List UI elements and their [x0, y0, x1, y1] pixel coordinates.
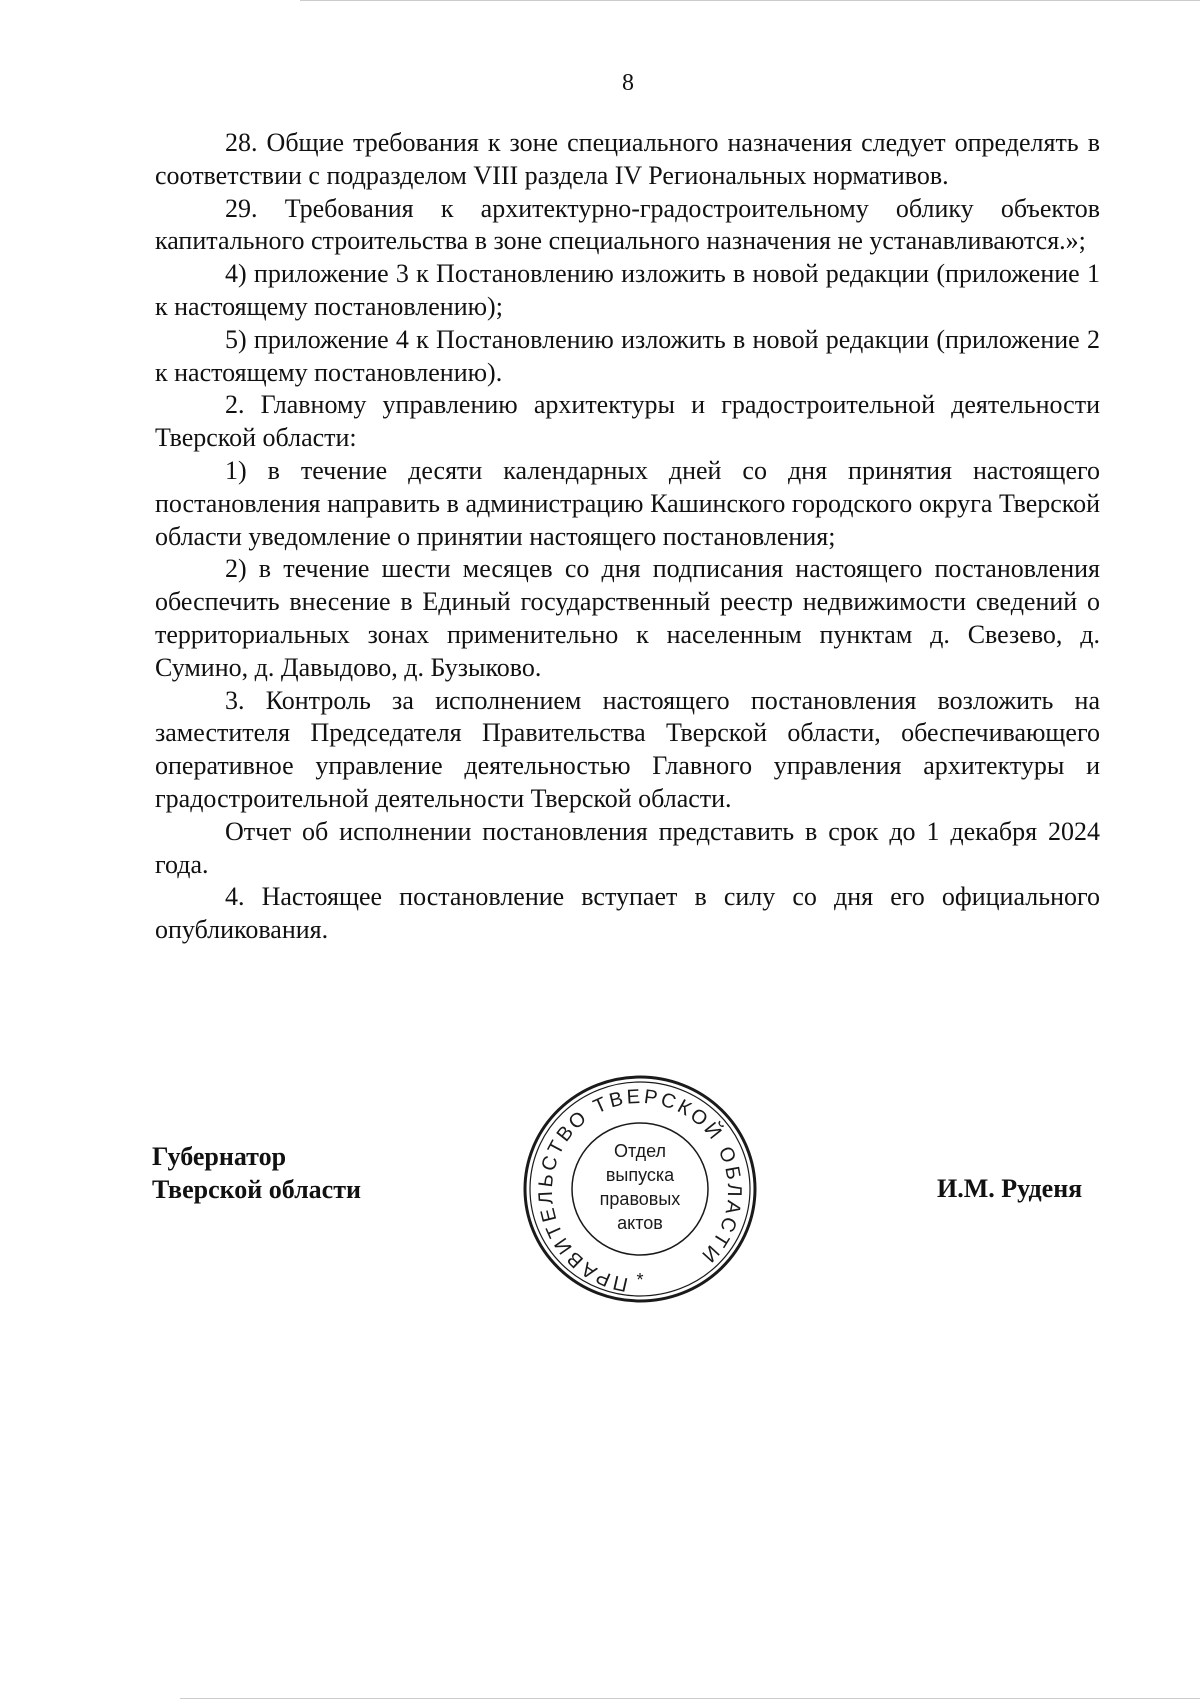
paragraph-item-5: 5) приложение 4 к Постановлению изложить в новой редакции (приложение 2 к настоящему постановлению).	[155, 324, 1100, 387]
paragraph-29: 29. Требования к архитектурно-градостроительному облику объектов капитального строительства в зоне специального назначения не устанавливаются.»;	[155, 193, 1100, 256]
seal-center-line4: актов	[617, 1213, 663, 1233]
paragraph-2: 2. Главному управлению архитектуры и градостроительной деятельности Тверской области:	[155, 390, 1100, 453]
paragraph-item-4: 4) приложение 3 к Постановлению изложить в новой редакции (приложение 1 к настоящему постановлению);	[155, 259, 1100, 321]
signatory-name: И.М. Руденя	[937, 1174, 1083, 1203]
signatory-title-line1: Губернатор	[152, 1142, 287, 1171]
paragraph-4: 4. Настоящее постановление вступает в силу со дня его официального опубликования.	[155, 882, 1100, 945]
paragraph-28: 28. Общие требования к зоне специального назначения следует определять в соответствии с подразделом VIII раздела IV Региональных нормативов.	[155, 128, 1100, 190]
seal-center-line2: выпуска	[605, 1165, 675, 1185]
scan-edge-bottom	[180, 1698, 1200, 1699]
seal-center-line1: Отдел	[613, 1141, 667, 1161]
scan-edge-top	[300, 0, 1200, 1]
seal-center-line3: правовых	[599, 1189, 681, 1209]
paragraph-3: 3. Контроль за исполнением настоящего постановления возложить на заместителя Председателя Правительства Тверской области, обеспечивающего оперативное управление деятельностью Главного управления архитектуры и градостроительной деятельности Тверской области.	[155, 685, 1100, 813]
paragraph-2-item-1: 1) в течение десяти календарных дней со дня принятия настоящего постановления направить в администрацию Кашинского городского округа Тверской области уведомление о принятии настоящего постановления;	[155, 455, 1100, 551]
paragraph-2-item-2: 2) в течение шести месяцев со дня подписания настоящего постановления обеспечить внесение в Единый государственный реестр недвижимости сведений о территориальных зонах применительно к населенным пунктам д. Свезево, д. Сумино, д. Давыдово, д. Бузыково.	[155, 554, 1100, 682]
signatory-title	[152, 1141, 361, 1207]
official-seal	[520, 1072, 760, 1306]
paragraph-report: Отчет об исполнении постановления представить в срок до 1 декабря 2024 года.	[155, 816, 1100, 879]
signatory-title-line2: Тверской области	[152, 1174, 361, 1204]
seal-star: *	[636, 1270, 644, 1290]
page-number: 8	[622, 70, 634, 96]
seal-ring-text: ПРАВИТЕЛЬСТВО ТВЕРСКОЙ ОБЛАСТИ	[534, 1085, 746, 1296]
document-body	[155, 127, 1100, 947]
